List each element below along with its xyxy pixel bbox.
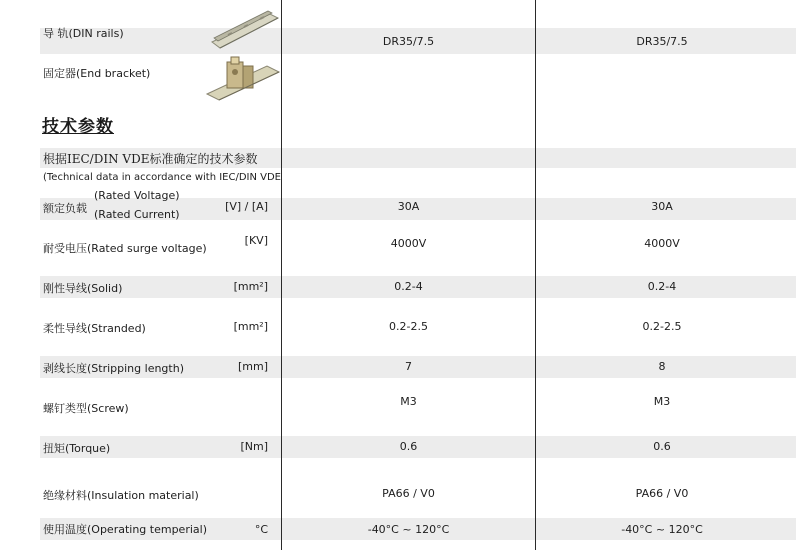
stranded-label: 柔性导线(Stranded) xyxy=(43,322,146,335)
stranded-unit: [mm²] xyxy=(233,320,268,333)
din-rail-value-2: DR35/7.5 xyxy=(636,35,688,48)
column-divider-right xyxy=(535,0,536,550)
din-rail-value-1: DR35/7.5 xyxy=(382,35,435,48)
rated-value-1: 30A xyxy=(397,200,420,213)
section-title: 技术参数 xyxy=(42,117,114,137)
temperature-unit: °C xyxy=(254,523,268,536)
solid-value-1: 0.2-4 xyxy=(394,280,423,293)
rated-label: 额定负载 xyxy=(43,202,87,215)
surge-value-1: 4000V xyxy=(390,237,427,250)
torque-unit: [Nm] xyxy=(240,440,268,453)
torque-value-1: 0.6 xyxy=(399,440,418,453)
stripping-unit: [mm] xyxy=(237,360,268,373)
temperature-value-2: -40°C ~ 120°C xyxy=(621,523,703,536)
stripping-value-2: 8 xyxy=(658,360,666,373)
tech-intro-line-1: 根据IEC/DIN VDE标准确定的技术参数 xyxy=(43,152,258,166)
screw-label: 螺钉类型(Screw) xyxy=(43,402,129,415)
surge-label: 耐受电压(Rated surge voltage) xyxy=(43,242,207,255)
rated-current-label: (Rated Current) xyxy=(94,208,180,221)
din-rail-label: 导 轨(DIN rails) xyxy=(43,27,124,40)
stranded-value-1: 0.2-2.5 xyxy=(389,320,428,333)
solid-label: 刚性导线(Solid) xyxy=(43,282,123,295)
surge-unit: [KV] xyxy=(244,234,268,247)
screw-value-2: M3 xyxy=(653,395,671,408)
din-rail-image xyxy=(210,8,280,52)
solid-value-2: 0.2-4 xyxy=(647,280,677,293)
insulation-label: 绝缘材料(Insulation material) xyxy=(43,489,199,502)
torque-label: 扭矩(Torque) xyxy=(43,442,111,455)
temperature-label: 使用温度(Operating temperial) xyxy=(43,523,207,536)
end-bracket-image xyxy=(205,54,281,102)
solid-unit: [mm²] xyxy=(233,280,268,293)
stripping-value-1: 7 xyxy=(405,360,412,373)
insulation-value-2: PA66 / V0 xyxy=(635,487,689,500)
temperature-value-1: -40°C ~ 120°C xyxy=(367,523,450,536)
insulation-value-1: PA66 / V0 xyxy=(382,487,435,500)
stranded-value-2: 0.2-2.5 xyxy=(642,320,682,333)
rated-voltage-label: (Rated Voltage) xyxy=(94,189,180,202)
screw-value-1: M3 xyxy=(400,395,417,408)
tech-intro-line-2: (Technical data in accordance with IEC/DIN VDE xyxy=(43,172,281,183)
rated-unit: [V] / [A] xyxy=(225,200,268,213)
column-divider-left xyxy=(281,0,282,550)
stripping-label: 剥线长度(Stripping length) xyxy=(43,362,184,375)
end-bracket-label: 固定器(End bracket) xyxy=(43,67,151,80)
rated-value-2: 30A xyxy=(651,200,673,213)
surge-value-2: 4000V xyxy=(644,237,680,250)
torque-value-2: 0.6 xyxy=(653,440,671,453)
